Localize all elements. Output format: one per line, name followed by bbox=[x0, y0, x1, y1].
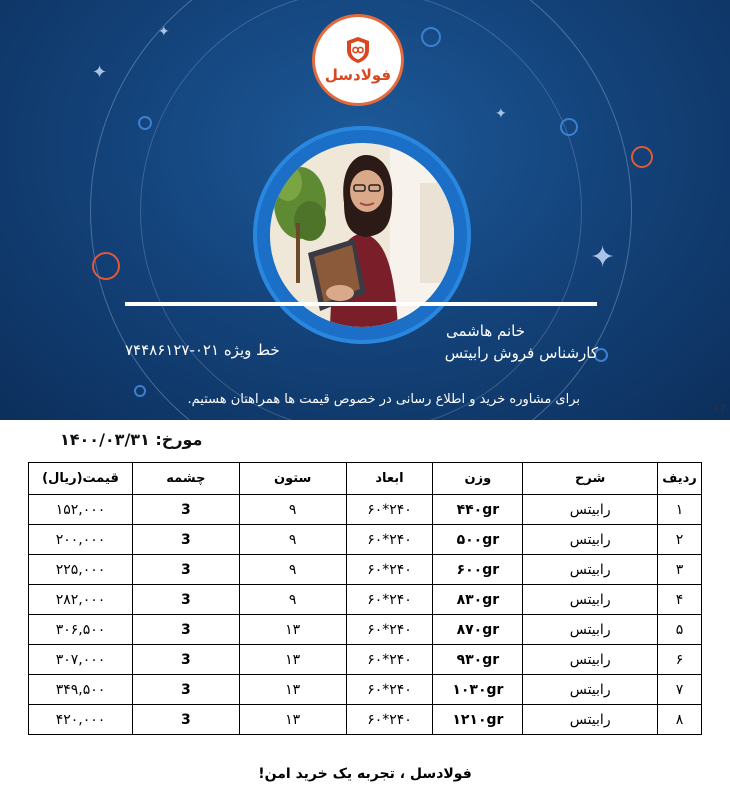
col-header-mesh: چشمه bbox=[132, 463, 239, 495]
cell-description: رابیتس bbox=[523, 645, 658, 675]
cell-column: ۹ bbox=[239, 555, 346, 585]
cell-price: ۲۲۵,۰۰۰ bbox=[29, 555, 133, 585]
cell-column: ۹ bbox=[239, 525, 346, 555]
cell-description: رابیتس bbox=[523, 585, 658, 615]
table-header-row bbox=[29, 463, 702, 495]
cell-row-number: ۸ bbox=[658, 705, 702, 735]
cell-column: ۹ bbox=[239, 585, 346, 615]
sparkle-icon: ✦ bbox=[495, 106, 507, 122]
table-row bbox=[29, 555, 702, 585]
table-row bbox=[29, 645, 702, 675]
date-label: مورخ: ۱۴۰۰/۰۳/۳۱ bbox=[60, 430, 203, 449]
cell-price: ۲۰۰,۰۰۰ bbox=[29, 525, 133, 555]
cell-mesh: 3 bbox=[132, 705, 239, 735]
contact-role: کارشناس فروش رابیتس bbox=[444, 344, 598, 362]
decorative-circle bbox=[631, 146, 653, 168]
cell-dimensions: ۲۴۰*۶۰ bbox=[346, 495, 433, 525]
table-row bbox=[29, 525, 702, 555]
cell-dimensions: ۲۴۰*۶۰ bbox=[346, 525, 433, 555]
cell-dimensions: ۲۴۰*۶۰ bbox=[346, 615, 433, 645]
cell-price: ۳۴۹,۵۰۰ bbox=[29, 675, 133, 705]
table-row bbox=[29, 495, 702, 525]
cell-row-number: ۱ bbox=[658, 495, 702, 525]
cell-price: ۳۰۶,۵۰۰ bbox=[29, 615, 133, 645]
profile-photo bbox=[270, 143, 454, 327]
col-header-dimensions: ابعاد bbox=[346, 463, 433, 495]
cell-row-number: ۶ bbox=[658, 645, 702, 675]
col-header-price: قیمت(ریال) bbox=[29, 463, 133, 495]
cell-row-number: ۳ bbox=[658, 555, 702, 585]
cell-price: ۲۸۲,۰۰۰ bbox=[29, 585, 133, 615]
cell-description: رابیتس bbox=[523, 525, 658, 555]
sparkle-icon: ✦ bbox=[590, 240, 616, 275]
price-table bbox=[28, 462, 702, 735]
cell-description: رابیتس bbox=[523, 615, 658, 645]
footer-slogan: فولادسل ، تجربه یک خرید امن! bbox=[258, 766, 472, 782]
col-header-description: شرح bbox=[523, 463, 658, 495]
contact-name: خانم هاشمی bbox=[446, 322, 525, 340]
table-row bbox=[29, 615, 702, 645]
cell-column: ۱۳ bbox=[239, 645, 346, 675]
page-number: 17 bbox=[713, 404, 726, 415]
cell-dimensions: ۲۴۰*۶۰ bbox=[346, 675, 433, 705]
cell-weight: ۶۰۰gr bbox=[433, 555, 523, 585]
divider-line bbox=[125, 302, 597, 306]
company-logo bbox=[315, 17, 401, 103]
cell-dimensions: ۲۴۰*۶۰ bbox=[346, 585, 433, 615]
table-row bbox=[29, 705, 702, 735]
sparkle-icon: ✦ bbox=[158, 24, 170, 40]
decorative-circle bbox=[134, 385, 146, 397]
cell-dimensions: ۲۴۰*۶۰ bbox=[346, 645, 433, 675]
cell-weight: ۴۴۰gr bbox=[433, 495, 523, 525]
cell-mesh: 3 bbox=[132, 495, 239, 525]
cell-mesh: 3 bbox=[132, 645, 239, 675]
decorative-circle bbox=[138, 116, 152, 130]
cell-mesh: 3 bbox=[132, 525, 239, 555]
decorative-circle bbox=[560, 118, 578, 136]
col-header-weight: وزن bbox=[433, 463, 523, 495]
cell-dimensions: ۲۴۰*۶۰ bbox=[346, 555, 433, 585]
cell-price: ۱۵۲,۰۰۰ bbox=[29, 495, 133, 525]
logo-text: فولادسل bbox=[324, 66, 392, 84]
cell-column: ۱۳ bbox=[239, 705, 346, 735]
table-row bbox=[29, 585, 702, 615]
table-row bbox=[29, 675, 702, 705]
person-illustration bbox=[270, 143, 454, 327]
cell-dimensions: ۲۴۰*۶۰ bbox=[346, 705, 433, 735]
cell-weight: ۹۳۰gr bbox=[433, 645, 523, 675]
cell-description: رابیتس bbox=[523, 555, 658, 585]
cell-weight: ۱۰۳۰gr bbox=[433, 675, 523, 705]
cell-column: ۱۳ bbox=[239, 615, 346, 645]
cell-mesh: 3 bbox=[132, 675, 239, 705]
cell-row-number: ۲ bbox=[658, 525, 702, 555]
cell-description: رابیتس bbox=[523, 705, 658, 735]
cell-mesh: 3 bbox=[132, 585, 239, 615]
col-header-column: ستون bbox=[239, 463, 346, 495]
cell-column: ۱۳ bbox=[239, 675, 346, 705]
decorative-circle bbox=[421, 27, 441, 47]
cell-row-number: ۵ bbox=[658, 615, 702, 645]
decorative-circle bbox=[92, 252, 120, 280]
consult-text: برای مشاوره خرید و اطلاع رسانی در خصوص قیمت ها همراهتان هستیم. bbox=[187, 392, 580, 407]
cell-weight: ۵۰۰gr bbox=[433, 525, 523, 555]
cell-description: رابیتس bbox=[523, 495, 658, 525]
cell-column: ۹ bbox=[239, 495, 346, 525]
cell-row-number: ۴ bbox=[658, 585, 702, 615]
sparkle-icon: ✦ bbox=[92, 62, 108, 83]
cell-weight: ۸۷۰gr bbox=[433, 615, 523, 645]
cell-price: ۴۲۰,۰۰۰ bbox=[29, 705, 133, 735]
cell-weight: ۱۲۱۰gr bbox=[433, 705, 523, 735]
cell-price: ۳۰۷,۰۰۰ bbox=[29, 645, 133, 675]
hotline-number[interactable]: خط ویژه ۰۲۱-۷۴۴۸۶۱۲۷ bbox=[125, 341, 280, 359]
cell-description: رابیتس bbox=[523, 675, 658, 705]
cell-weight: ۸۳۰gr bbox=[433, 585, 523, 615]
shield-icon bbox=[345, 36, 371, 64]
cell-row-number: ۷ bbox=[658, 675, 702, 705]
col-header-row-number: ردیف bbox=[658, 463, 702, 495]
cell-mesh: 3 bbox=[132, 615, 239, 645]
cell-mesh: 3 bbox=[132, 555, 239, 585]
